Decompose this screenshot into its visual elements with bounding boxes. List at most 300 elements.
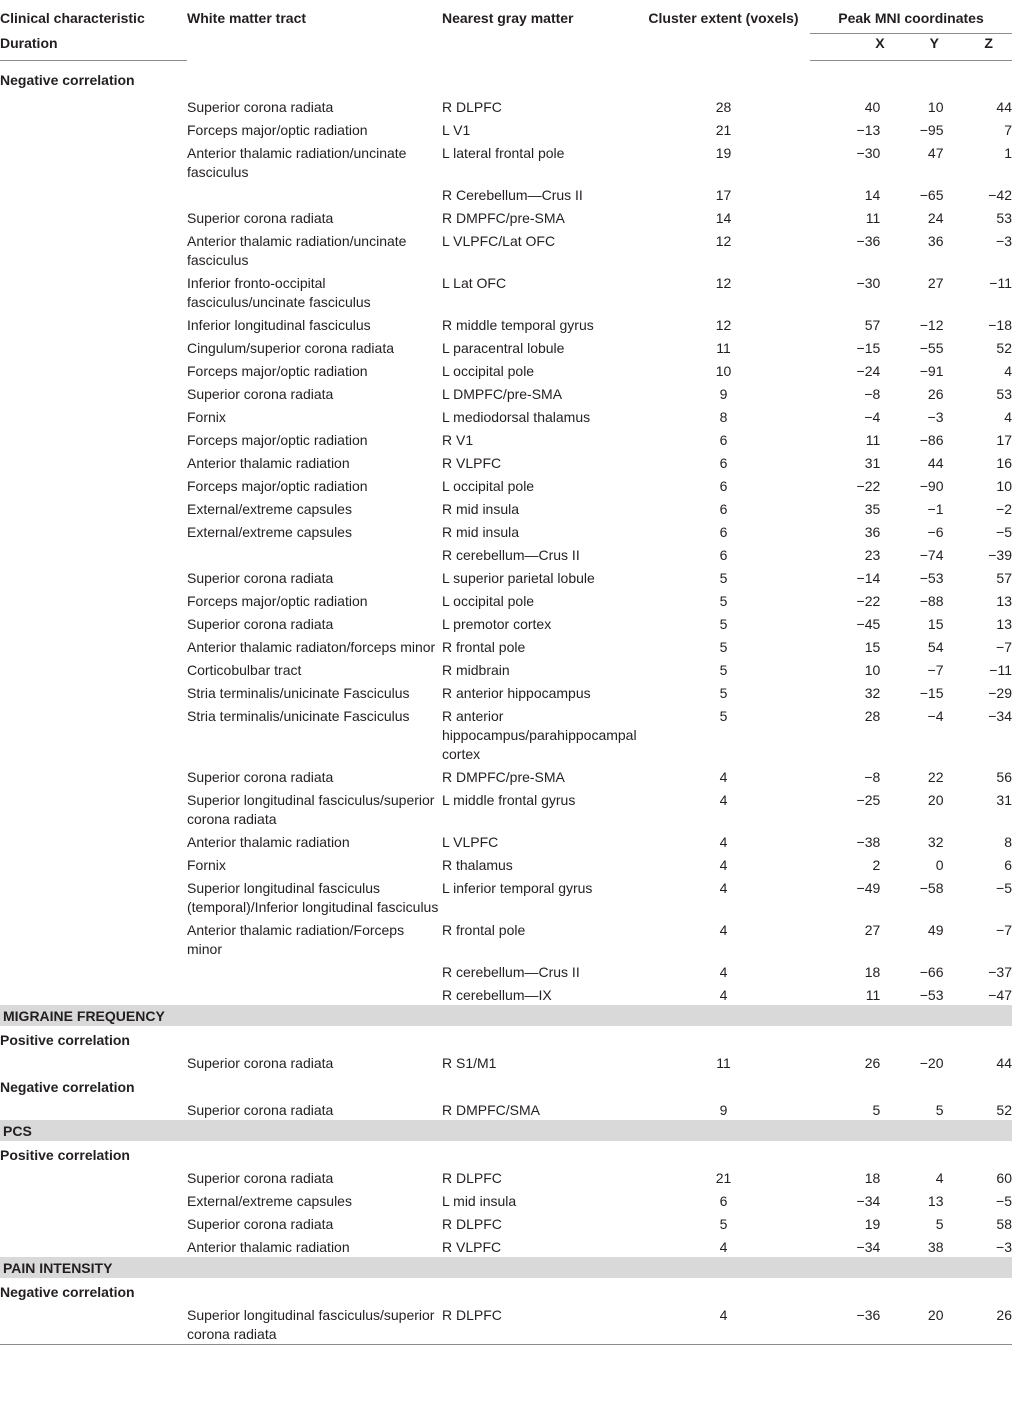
- z-coordinate: 56: [996, 769, 1012, 785]
- y-coordinate: −65: [919, 187, 944, 203]
- coordinates-cell: [810, 565, 1012, 588]
- gray-matter-cell: R DLPFC: [442, 99, 502, 115]
- coordinates-cell: [810, 829, 1012, 852]
- x-coordinate: 57: [864, 317, 881, 333]
- y-coordinate: −66: [919, 964, 944, 980]
- table-row: [0, 94, 1012, 117]
- x-coordinate: 19: [864, 1216, 881, 1232]
- z-coordinate: −5: [996, 880, 1012, 896]
- gray-matter-cell: R cerebellum—IX: [442, 987, 552, 1003]
- z-coordinate: −3: [996, 233, 1012, 249]
- z-coordinate: −18: [988, 317, 1012, 333]
- empty-cell: [0, 657, 187, 680]
- y-coordinate: 20: [927, 792, 944, 808]
- cluster-cell: 5: [719, 593, 728, 609]
- coordinates-cell: [810, 335, 1012, 358]
- empty-cell: [0, 228, 187, 270]
- empty-cell: [0, 473, 187, 496]
- empty-cell: [0, 94, 187, 117]
- gray-matter-cell: R thalamus: [442, 857, 513, 873]
- x-coordinate: 27: [864, 922, 881, 938]
- tract-cell: Inferior longitudinal fasciculus: [187, 317, 371, 333]
- gray-matter-cell: R Cerebellum—Crus II: [442, 187, 583, 203]
- x-coordinate: −8: [864, 769, 881, 785]
- empty-cell: [0, 611, 187, 634]
- z-coordinate: 7: [1004, 122, 1012, 138]
- gray-matter-cell: R frontal pole: [442, 639, 526, 655]
- empty-cell: [0, 117, 187, 140]
- z-coordinate: 60: [996, 1170, 1012, 1186]
- y-coordinate: 27: [927, 275, 944, 291]
- z-coordinate: −2: [996, 501, 1012, 517]
- coordinates-cell: [810, 404, 1012, 427]
- cluster-cell: 5: [719, 1216, 728, 1232]
- y-coordinate: 13: [927, 1193, 944, 1209]
- y-coordinate: 36: [927, 233, 944, 249]
- coordinates-cell: [810, 657, 1012, 680]
- coordinates-cell: [810, 787, 1012, 829]
- z-coordinate: 13: [996, 616, 1012, 632]
- x-coordinate: −30: [856, 275, 881, 291]
- header-characteristic: Clinical characteristic: [0, 10, 145, 26]
- x-coordinate: 23: [864, 547, 881, 563]
- tract-cell: Superior longitudinal fasciculus/superior corona radiata: [187, 1302, 442, 1345]
- x-coordinate: 5: [872, 1102, 881, 1118]
- z-coordinate: 31: [996, 792, 1012, 808]
- x-coordinate: −14: [856, 570, 881, 586]
- cluster-cell: 4: [719, 769, 728, 785]
- coordinates-cell: [810, 117, 1012, 140]
- tract-cell: Cingulum/superior corona radiata: [187, 340, 394, 356]
- y-coordinate: 10: [927, 99, 944, 115]
- table-row: [0, 473, 1012, 496]
- coordinates-cell: [810, 982, 1012, 1005]
- gray-matter-cell: L mid insula: [442, 1193, 517, 1209]
- empty-cell: [0, 1211, 187, 1234]
- tract-cell: Superior longitudinal fasciculus (temporal)/Inferior longitudinal fasciculus: [187, 880, 439, 915]
- y-coordinate: −55: [919, 340, 944, 356]
- coordinates-cell: [810, 1211, 1012, 1234]
- empty-cell: [0, 703, 187, 764]
- coordinates-cell: [810, 270, 1012, 312]
- y-coordinate: −88: [919, 593, 944, 609]
- tract-cell: Superior corona radiata: [187, 1216, 334, 1232]
- section-label-row: [0, 61, 1012, 95]
- x-coordinate: −36: [856, 233, 881, 249]
- empty-cell: [0, 358, 187, 381]
- tract-cell: Anterior thalamic radiation/uncinate fasciculus: [187, 145, 407, 180]
- gray-matter-cell: R midbrain: [442, 662, 510, 678]
- section-label-row: [0, 1073, 1012, 1097]
- tract-cell: [187, 959, 442, 982]
- coordinates-cell: [810, 228, 1012, 270]
- empty-cell: [0, 917, 187, 959]
- tract-cell: Forceps major/optic radiation: [187, 478, 368, 494]
- tract-cell: Fornix: [187, 409, 226, 425]
- cluster-cell: 21: [715, 122, 732, 138]
- table-row: [0, 852, 1012, 875]
- tract-cell: Superior corona radiata: [187, 1102, 334, 1118]
- y-coordinate: −86: [919, 432, 944, 448]
- coordinates-cell: [810, 94, 1012, 117]
- z-coordinate: 13: [996, 593, 1012, 609]
- header-xyz: [810, 34, 1012, 61]
- z-coordinate: 53: [996, 210, 1012, 226]
- empty-cell: [0, 565, 187, 588]
- tract-cell: Superior corona radiata: [187, 210, 334, 226]
- x-coordinate: 35: [864, 501, 881, 517]
- gray-matter-cell: R cerebellum—Crus II: [442, 964, 580, 980]
- coordinates-cell: [810, 852, 1012, 875]
- tract-cell: Anterior thalamic radiation: [187, 455, 350, 471]
- x-coordinate: −13: [856, 122, 881, 138]
- gray-matter-cell: R DMPFC/pre-SMA: [442, 210, 565, 226]
- table-row: [0, 496, 1012, 519]
- coordinates-cell: [810, 917, 1012, 959]
- empty-cell: [0, 427, 187, 450]
- x-coordinate: −34: [856, 1239, 881, 1255]
- gray-matter-cell: R anterior hippocampus: [442, 685, 591, 701]
- x-coordinate: −45: [856, 616, 881, 632]
- y-coordinate: 20: [927, 1307, 944, 1323]
- z-coordinate: 8: [1004, 834, 1012, 850]
- coordinates-cell: [810, 588, 1012, 611]
- gray-matter-cell: R DMPFC/SMA: [442, 1102, 540, 1118]
- coordinates-cell: [810, 1234, 1012, 1257]
- x-coordinate: −15: [856, 340, 881, 356]
- header-gray: Nearest gray matter: [442, 10, 574, 26]
- tract-cell: Stria terminalis/unicinate Fasciculus: [187, 685, 410, 701]
- gray-matter-cell: L middle frontal gyrus: [442, 792, 576, 808]
- empty-cell: [0, 1097, 187, 1120]
- z-coordinate: 4: [1004, 409, 1012, 425]
- cluster-cell: 5: [719, 639, 728, 655]
- table-row: [0, 680, 1012, 703]
- y-coordinate: −58: [919, 880, 944, 896]
- cluster-cell: 4: [719, 987, 728, 1003]
- z-coordinate: 4: [1004, 363, 1012, 379]
- z-coordinate: −7: [996, 639, 1012, 655]
- gray-matter-cell: L paracentral lobule: [442, 340, 565, 356]
- gray-matter-cell: L lateral frontal pole: [442, 145, 565, 161]
- table-row: [0, 1188, 1012, 1211]
- gray-matter-cell: R S1/M1: [442, 1055, 497, 1071]
- gray-matter-cell: R VLPFC: [442, 455, 502, 471]
- coordinates-cell: [810, 875, 1012, 917]
- table-row: [0, 1165, 1012, 1188]
- header-x: X: [875, 35, 885, 51]
- cluster-cell: 4: [719, 1239, 728, 1255]
- x-coordinate: −22: [856, 478, 881, 494]
- z-coordinate: 6: [1004, 857, 1012, 873]
- cluster-cell: 6: [719, 1193, 728, 1209]
- cluster-cell: 6: [719, 501, 728, 517]
- x-coordinate: 18: [864, 964, 881, 980]
- empty-cell: [0, 1234, 187, 1257]
- table-row: [0, 228, 1012, 270]
- empty-cell: [0, 1302, 187, 1345]
- y-coordinate: 22: [927, 769, 944, 785]
- z-coordinate: 1: [1004, 145, 1012, 161]
- correlation-label: Positive correlation: [0, 1032, 130, 1048]
- coordinates-cell: [810, 680, 1012, 703]
- z-coordinate: −37: [988, 964, 1012, 980]
- cluster-cell: 9: [719, 1102, 728, 1118]
- empty-cell: [0, 1050, 187, 1073]
- z-coordinate: −39: [988, 547, 1012, 563]
- table-row: [0, 312, 1012, 335]
- correlation-label: Positive correlation: [0, 1147, 130, 1163]
- y-coordinate: −12: [919, 317, 944, 333]
- x-coordinate: −49: [856, 880, 881, 896]
- cluster-cell: 11: [716, 1055, 731, 1071]
- z-coordinate: −11: [989, 662, 1012, 678]
- coordinates-cell: [810, 427, 1012, 450]
- section-band: [0, 1257, 1012, 1278]
- empty-cell: [0, 764, 187, 787]
- gray-matter-cell: L V1: [442, 122, 471, 138]
- tract-cell: Superior corona radiata: [187, 386, 334, 402]
- x-coordinate: 11: [865, 432, 881, 448]
- coordinates-cell: [810, 764, 1012, 787]
- gray-matter-cell: L occipital pole: [442, 478, 535, 494]
- empty-cell: [0, 450, 187, 473]
- y-coordinate: −53: [919, 987, 944, 1003]
- y-coordinate: 24: [927, 210, 944, 226]
- cluster-cell: 12: [715, 275, 732, 291]
- y-coordinate: 54: [927, 639, 944, 655]
- table-row: [0, 1050, 1012, 1073]
- tract-cell: Forceps major/optic radiation: [187, 122, 368, 138]
- correlation-label: Negative correlation: [0, 1284, 135, 1300]
- cluster-cell: 6: [719, 547, 728, 563]
- x-coordinate: −4: [864, 409, 881, 425]
- cluster-cell: 5: [719, 685, 728, 701]
- coordinates-cell: [810, 1302, 1012, 1345]
- tract-cell: Stria terminalis/unicinate Fasciculus: [187, 708, 410, 724]
- z-coordinate: −29: [988, 685, 1012, 701]
- gray-matter-cell: L VLPFC/Lat OFC: [442, 233, 556, 249]
- table-row: [0, 634, 1012, 657]
- cluster-cell: 6: [719, 524, 728, 540]
- cluster-cell: 19: [715, 145, 732, 161]
- empty-cell: [0, 959, 187, 982]
- cluster-cell: 4: [719, 834, 728, 850]
- tract-cell: Superior corona radiata: [187, 99, 334, 115]
- tract-cell: Superior corona radiata: [187, 616, 334, 632]
- coordinates-cell: [810, 703, 1012, 764]
- z-coordinate: 16: [996, 455, 1012, 471]
- gray-matter-cell: L premotor cortex: [442, 616, 552, 632]
- cluster-cell: 12: [715, 233, 732, 249]
- table-row: [0, 787, 1012, 829]
- cluster-cell: 12: [715, 317, 732, 333]
- header-peak: Peak MNI coordinates: [838, 10, 984, 26]
- tract-cell: [187, 182, 442, 205]
- tract-cell: Fornix: [187, 857, 226, 873]
- table-row: [0, 764, 1012, 787]
- empty-cell: [0, 519, 187, 542]
- tract-cell: External/extreme capsules: [187, 524, 352, 540]
- cluster-cell: 4: [637, 1302, 810, 1345]
- cluster-cell: 8: [719, 409, 728, 425]
- x-coordinate: −22: [856, 593, 881, 609]
- cluster-cell: 4: [719, 857, 728, 873]
- gray-matter-cell: R DLPFC: [442, 1302, 637, 1345]
- y-coordinate: −7: [927, 662, 944, 678]
- table-row: [0, 542, 1012, 565]
- gray-matter-cell: R frontal pole: [442, 922, 526, 938]
- z-coordinate: −5: [996, 1193, 1012, 1209]
- gray-matter-cell: L DMPFC/pre-SMA: [442, 386, 563, 402]
- coordinates-cell: [810, 634, 1012, 657]
- empty-cell: [0, 1165, 187, 1188]
- table-row: [0, 182, 1012, 205]
- empty-cell: [0, 312, 187, 335]
- empty-cell: [0, 680, 187, 703]
- empty-cell: [0, 787, 187, 829]
- table-row: [0, 565, 1012, 588]
- gray-matter-cell: L VLPFC: [442, 834, 499, 850]
- tract-cell: Anterior thalamic radiation/uncinate fasciculus: [187, 233, 407, 268]
- x-coordinate: 18: [864, 1170, 881, 1186]
- header-duration: Duration: [0, 34, 187, 61]
- z-coordinate: 10: [996, 478, 1012, 494]
- y-coordinate: −4: [927, 708, 944, 724]
- cluster-cell: 28: [715, 99, 732, 115]
- cluster-cell: 11: [716, 340, 731, 356]
- table-row: [0, 982, 1012, 1005]
- y-coordinate: 0: [935, 857, 944, 873]
- cluster-cell: 4: [719, 964, 728, 980]
- empty-cell: [0, 875, 187, 917]
- y-coordinate: 38: [927, 1239, 944, 1255]
- x-coordinate: −24: [856, 363, 881, 379]
- coordinates-cell: [810, 450, 1012, 473]
- z-coordinate: 26: [996, 1307, 1012, 1323]
- gray-matter-cell: L occipital pole: [442, 363, 535, 379]
- cluster-cell: 5: [719, 616, 728, 632]
- z-coordinate: −42: [988, 187, 1012, 203]
- y-coordinate: 26: [927, 386, 944, 402]
- gray-matter-cell: R mid insula: [442, 524, 520, 540]
- z-coordinate: 44: [996, 1055, 1012, 1071]
- gray-matter-cell: R mid insula: [442, 501, 520, 517]
- table-row: [0, 270, 1012, 312]
- x-coordinate: −38: [856, 834, 881, 850]
- empty-cell: [0, 829, 187, 852]
- y-coordinate: −95: [919, 122, 944, 138]
- empty-cell: [0, 542, 187, 565]
- header-y: Y: [929, 35, 939, 51]
- correlation-label: Negative correlation: [0, 1079, 135, 1095]
- empty-cell: [0, 381, 187, 404]
- cluster-cell: 14: [715, 210, 732, 226]
- z-coordinate: −5: [996, 524, 1012, 540]
- tract-cell: External/extreme capsules: [187, 501, 352, 517]
- cluster-cell: 6: [719, 432, 728, 448]
- section-title: MIGRAINE FREQUENCY: [3, 1008, 165, 1024]
- y-coordinate: −6: [927, 524, 944, 540]
- y-coordinate: 4: [935, 1170, 944, 1186]
- x-coordinate: 10: [864, 662, 881, 678]
- tract-cell: External/extreme capsules: [187, 1193, 352, 1209]
- z-coordinate: 52: [996, 340, 1012, 356]
- cluster-cell: 6: [719, 455, 728, 471]
- table-row: [0, 381, 1012, 404]
- tract-cell: Anterior thalamic radiation: [187, 1239, 350, 1255]
- cluster-cell: 5: [719, 708, 728, 724]
- empty-cell: [0, 182, 187, 205]
- header-z: Z: [984, 35, 993, 51]
- x-coordinate: 28: [864, 708, 881, 724]
- coordinates-cell: [810, 140, 1012, 182]
- x-coordinate: 31: [864, 455, 881, 471]
- y-coordinate: −74: [919, 547, 944, 563]
- y-coordinate: −20: [919, 1055, 944, 1071]
- x-coordinate: 14: [864, 187, 881, 203]
- y-coordinate: 47: [927, 145, 944, 161]
- y-coordinate: 49: [927, 922, 944, 938]
- table-row: [0, 588, 1012, 611]
- tract-cell: Superior corona radiata: [187, 570, 334, 586]
- gray-matter-cell: R DMPFC/pre-SMA: [442, 769, 565, 785]
- y-coordinate: −90: [919, 478, 944, 494]
- tract-cell: [187, 982, 442, 1005]
- tract-cell: Anterior thalamic radiation/Forceps minor: [187, 922, 405, 957]
- x-coordinate: 26: [864, 1055, 881, 1071]
- x-coordinate: 40: [864, 99, 881, 115]
- z-coordinate: −7: [996, 922, 1012, 938]
- coordinates-cell: [810, 205, 1012, 228]
- cluster-cell: 4: [719, 922, 728, 938]
- tract-cell: Corticobulbar tract: [187, 662, 302, 678]
- coordinates-cell: [810, 473, 1012, 496]
- table-row: [0, 358, 1012, 381]
- table-body: [0, 61, 1012, 1345]
- coordinates-cell: [810, 1188, 1012, 1211]
- gray-matter-cell: L mediodorsal thalamus: [442, 409, 591, 425]
- header-cluster: Cluster extent (voxels): [648, 10, 799, 26]
- z-coordinate: 58: [996, 1216, 1012, 1232]
- y-coordinate: 32: [927, 834, 944, 850]
- y-coordinate: −91: [919, 363, 944, 379]
- tract-cell: Forceps major/optic radiation: [187, 593, 368, 609]
- table-row: [0, 117, 1012, 140]
- y-coordinate: 5: [935, 1102, 944, 1118]
- section-label-row: [0, 1278, 1012, 1302]
- x-coordinate: 15: [864, 639, 881, 655]
- table-row: [0, 959, 1012, 982]
- y-coordinate: −1: [927, 501, 944, 517]
- x-coordinate: 11: [865, 987, 881, 1003]
- gray-matter-cell: L superior parietal lobule: [442, 570, 595, 586]
- table-row: [0, 611, 1012, 634]
- table-row: [0, 1211, 1012, 1234]
- x-coordinate: 36: [864, 524, 881, 540]
- tract-cell: Forceps major/optic radiation: [187, 363, 368, 379]
- table-row: [0, 1302, 1012, 1345]
- header-tract: White matter tract: [187, 10, 307, 26]
- table-row: [0, 140, 1012, 182]
- coordinates-cell: [810, 496, 1012, 519]
- gray-matter-cell: L Lat OFC: [442, 275, 507, 291]
- z-coordinate: 52: [996, 1102, 1012, 1118]
- x-coordinate: −34: [856, 1193, 881, 1209]
- empty-cell: [0, 140, 187, 182]
- tract-cell: Superior corona radiata: [187, 1170, 334, 1186]
- table-header: [0, 0, 1012, 61]
